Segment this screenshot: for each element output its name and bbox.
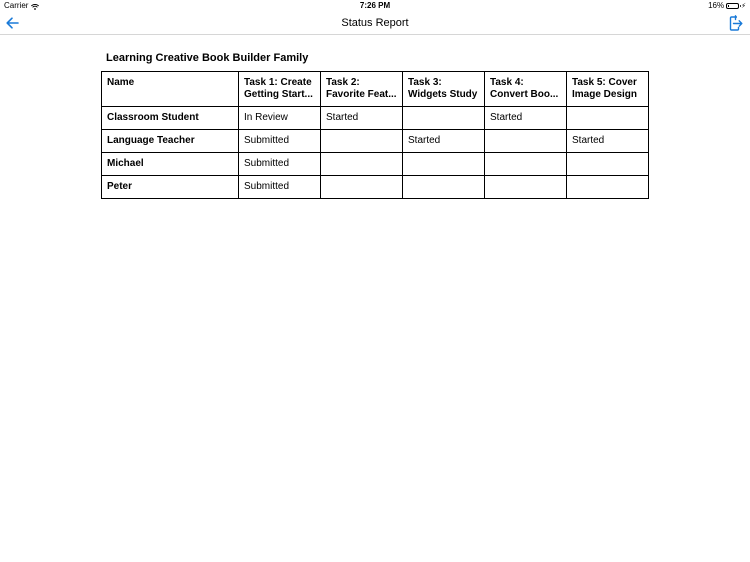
task-status-cell [321, 176, 403, 199]
column-header-line2: Getting Start... [244, 89, 313, 100]
task-status-cell [403, 153, 485, 176]
task-status-cell [403, 176, 485, 199]
status-time: 7:26 PM [359, 1, 391, 10]
column-header-name [102, 72, 239, 107]
column-header-line2: Widgets Study [408, 89, 478, 100]
column-header-task-4 [485, 72, 567, 107]
page-title: Status Report [341, 17, 409, 29]
student-name-cell: Classroom Student [102, 107, 239, 130]
task-status-cell [485, 130, 567, 153]
column-header-task-3 [403, 72, 485, 107]
column-header-task-2 [321, 72, 403, 107]
table-row [102, 130, 649, 153]
column-header-task-5 [567, 72, 649, 107]
task-status-cell: Submitted [239, 153, 321, 176]
battery-info [708, 1, 746, 10]
task-status-cell: Submitted [239, 130, 321, 153]
battery-level [728, 5, 729, 7]
task-status-cell: Started [485, 107, 567, 130]
export-button[interactable] [728, 14, 744, 32]
student-name-cell: Peter [102, 176, 239, 199]
task-status-cell: Started [321, 107, 403, 130]
column-header-line1: Task 1: Create [244, 77, 312, 88]
table-row [102, 176, 649, 199]
table-row [102, 107, 649, 130]
table-row [102, 153, 649, 176]
student-name-cell: Michael [102, 153, 239, 176]
task-status-cell [567, 153, 649, 176]
task-status-cell: Submitted [239, 176, 321, 199]
task-status-cell [485, 176, 567, 199]
task-status-cell [567, 107, 649, 130]
report-title: Learning Creative Book Builder Family [106, 52, 309, 64]
task-status-cell [321, 153, 403, 176]
student-name-cell: Language Teacher [102, 130, 239, 153]
table-header-row [102, 72, 649, 107]
status-bar [0, 0, 750, 12]
battery-percent: 16% [708, 1, 725, 10]
column-header-line1: Task 4: [490, 77, 524, 88]
task-status-cell: Started [567, 130, 649, 153]
column-header-line1: Task 5: Cover [572, 77, 637, 88]
column-header-line2: Image Design [572, 89, 638, 100]
column-header-line2: Convert Boo... [490, 89, 559, 100]
task-status-cell [567, 176, 649, 199]
column-header-task-1 [239, 72, 321, 107]
column-header-line1: Task 2: [326, 77, 360, 88]
task-status-cell [485, 153, 567, 176]
task-status-cell: In Review [239, 107, 321, 130]
navigation-bar [0, 12, 750, 35]
status-table [101, 71, 649, 199]
column-header-line1: Task 3: [408, 77, 442, 88]
column-header-line2: Favorite Feat... [326, 89, 397, 100]
charging-bolt-icon: ⚡ [741, 2, 746, 10]
task-status-cell [321, 130, 403, 153]
export-icon [729, 15, 743, 31]
carrier-label: Carrier [4, 1, 29, 10]
battery-icon [726, 3, 739, 9]
task-status-cell: Started [403, 130, 485, 153]
task-status-cell [403, 107, 485, 130]
column-header-line1: Name [107, 77, 135, 88]
